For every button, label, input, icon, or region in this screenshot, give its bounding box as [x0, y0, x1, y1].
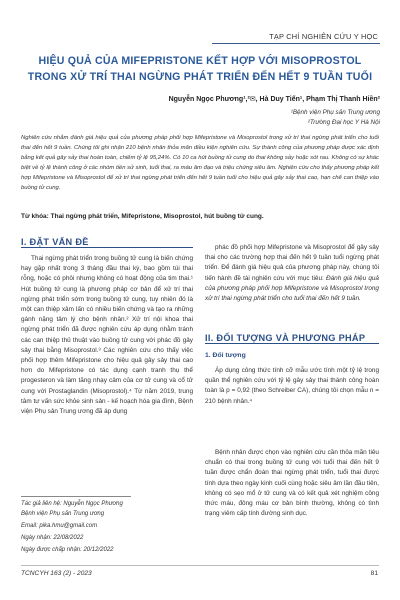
abstract: Nghiên cứu nhằm đánh giá hiệu quả của phương pháp phối hợp Mifepristone và Misoprostol trong xử trí thai ngừng phát triển cho tuổi thai đến hết 9 tuần. Chúng tôi ghi nhận 210 bệnh nhân thỏa mãn điều kiện nghiên cứu. Sự thành công của phương pháp được xác định bằng kết quả gây sảy thai hoàn toàn, chiếm tỷ lệ 95,24%. Có 10 ca hút buồng tử cung do thai không sảy hoặc sót rau. Không có sự khác biệt về tỷ lệ thành công ở các nhóm tiền sử sinh, tuổi thai, ra máu âm đạo và triệu chứng siêu âm. Nghiên cứu cho thấy phương pháp kết hợp Mifepristone và Misoprostol để xử trí thai ngừng phát triển đến hết 9 tuần tuổi cho hiệu quả gây sảy thai cao, hạn chế can thiệp vào buồng tử cung.	[21, 135, 379, 192]
author-list: Nguyễn Ngọc Phương¹,²✉, Hà Duy Tiến¹, Phạm Thị Thanh Hiền²	[168, 96, 380, 103]
subjects-paragraph-2: Bệnh nhân được chọn vào nghiên cứu cần thỏa mãn tiêu chuẩn có thai trong buồng tử cung với tuổi thai đến hết 9 tuần được chẩn đoán thai ngừng phát triển, tuổi thai được tính dựa theo ngày kinh cuối cùng hoặc siêu âm lần đầu tiên, không có sẹo mổ ở tử cung và có kết quả xét nghiệm công thức máu, đông máu cơ bản bình thường, không có tình trạng viêm cấp tính đường sinh dục.	[205, 449, 379, 518]
footnote-corresponding-author: Tác giả liên hệ: Nguyễn Ngọc Phương	[21, 501, 123, 507]
introduction-text: Thai ngừng phát triển trong buồng tử cung là biến chứng hay gặp nhất trong 3 tháng đầu thai kỳ, bao gồm túi thai rỗng, hoặc có phôi nhưng không có hoạt động của tim thai.¹ Hút buồng tử cung là phương pháp cơ bản để xử trí thai ngừng phát triển sớm trong buồng tử cung, tuy nhiên đó là một can thiệp xâm lấn có nhiều biến chứng và tạo ra những gánh nặng tâm lý cho bệnh nhân.² Xử trí nội khoa thai ngừng phát triển đã được nghiên cứu áp dụng nhằm tránh các can thiệp thủ thuật vào buồng tử cung với phác đồ gây sảy thai bằng Misoprostol.³ Các nghiên cứu cho thấy việc phối hợp thêm Mifepristone cho hiệu quả gây sảy thai cao hơn do Mifepristone có tác dụng cạnh tranh thụ thể progesteron và làm tăng nhạy cảm của cơ tử cung và cổ tử cung với Prostaglandin (Misoprostol).⁴ Từ năm 2019, trung tâm tư vấn sức khỏe sinh sản - kế hoạch hóa gia đình, Bệnh viện Phụ sản Trung ương đã áp dụng	[21, 255, 193, 416]
section-rule	[205, 343, 379, 344]
footnote-rule	[21, 496, 131, 497]
introduction-continuation-text: phác đồ phối hợp Mifepristone và Misoprostol để gây sảy thai cho các trường hợp thai đến hết 9 tuần tuổi ngừng phát triển. Để đánh giá hiệu quả của phương pháp này, chúng tôi tiến hành đề tài nghiên cứu với mục tiêu:	[205, 244, 379, 282]
section-rule	[21, 247, 193, 248]
study-objective: Đánh giá hiệu quả của phương pháp phối hợp Mifepristone và Misoprostol trong xử trí thai ngừng phát triển cho tuổi thai đến hết 9 tuần.	[205, 274, 379, 303]
footer-rule	[21, 565, 379, 566]
journal-issue: TCNCYH 163 (2) - 2023	[21, 570, 92, 577]
section-heading-methods: II. ĐỐI TƯỢNG VÀ PHƯƠNG PHÁP	[205, 333, 366, 343]
footnote-affiliation: Bệnh viện Phụ sản Trung ương	[21, 511, 105, 517]
affiliation-1: ¹Bệnh viện Phụ sản Trung ương	[290, 109, 380, 116]
keywords: Từ khóa: Thai ngừng phát triển, Mifepristone, Misoprostol, hút buồng tử cung.	[21, 213, 264, 220]
section-heading-introduction: I. ĐẶT VẤN ĐỀ	[21, 237, 89, 247]
footnote-accepted-date: Ngày được chấp nhận: 20/12/2022	[21, 547, 114, 553]
title-line-1: HIỆU QUẢ CỦA MIFEPRISTONE KẾT HỢP VỚI MISOPROSTOL	[38, 55, 362, 67]
title-line-2: TRONG XỬ TRÍ THAI NGỪNG PHÁT TRIỂN ĐẾN HẾT 9 TUẦN TUỔI	[27, 70, 373, 83]
introduction-continuation	[205, 243, 379, 304]
subjects-paragraph-1: Áp dụng công thức tính cỡ mẫu ước tính một tỷ lệ trong quần thể nghiên cứu với tỷ lệ gây sảy thai thành công hoàn toàn là p = 0,92 (theo Schreiber CA), chúng tôi chọn mẫu n = 210 bệnh nhân.⁴	[205, 367, 379, 405]
journal-name: TẠP CHÍ NGHIÊN CỨU Y HỌC	[269, 32, 378, 41]
footnote-received-date: Ngày nhận: 22/08/2022	[21, 535, 84, 541]
article-title	[0, 54, 400, 85]
page-number: 81	[370, 570, 378, 577]
footnote-email: Email: pika.hmu@gmail.com	[21, 523, 98, 529]
affiliation-2: ²Trường Đại học Y Hà Nội	[307, 119, 380, 126]
subsection-heading-subjects: 1. Đối tượng	[205, 352, 246, 359]
